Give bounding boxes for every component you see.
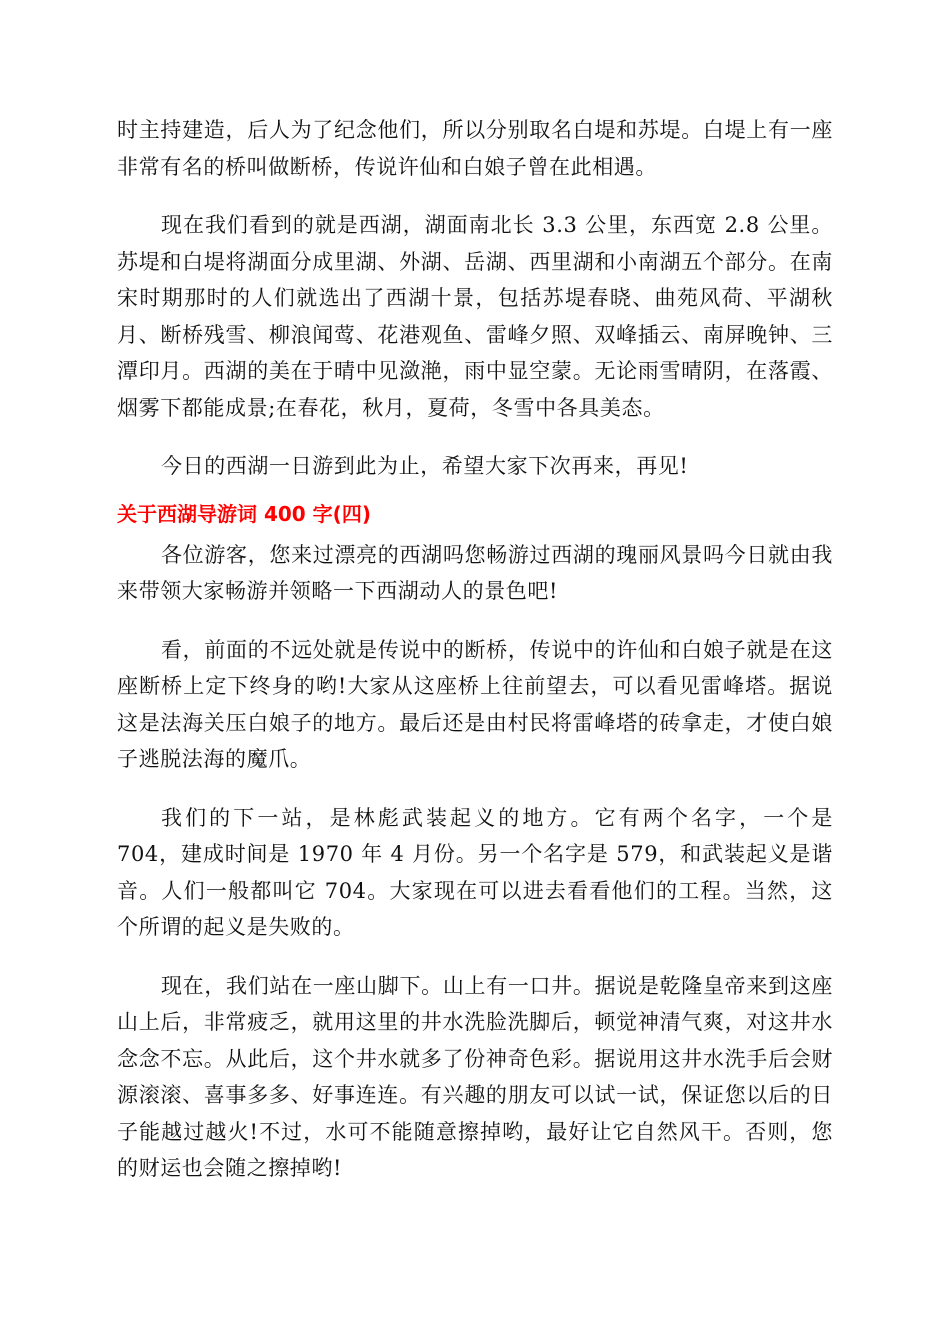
paragraph-welcome: 各位游客，您来过漂亮的西湖吗您畅游过西湖的瑰丽风景吗今日就由我来带领大家畅游并领略一下西湖动人的景色吧! (117, 542, 833, 603)
paragraph-farewell: 今日的西湖一日游到此为止，希望大家下次再来，再见! (161, 454, 689, 478)
document-body (117, 112, 833, 1187)
paragraph-west-lake-overview: 现在我们看到的就是西湖，湖面南北长 3.3 公里，东西宽 2.8 公里。苏堤和白堤将湖面分成里湖、外湖、岳湖、西里湖和小南湖五个部分。在南宋时期那时的人们就选出了西湖十景，包括苏堤春晓、曲苑风荷、平湖秋月、断桥残雪、柳浪闻莺、花港观鱼、雷峰夕照、双峰插云、南屏晚钟、三潭印月。西湖的美在于晴中见潋滟，雨中显空蒙。无论雨雪晴阴，在落霞、烟雾下都能成景;在春花，秋月，夏荷，冬雪中各具美态。 (117, 213, 833, 420)
paragraph-broken-bridge: 看，前面的不远处就是传说中的断桥，传说中的许仙和白娘子就是在这座断桥上定下终身的哟!大家从这座桥上往前望去，可以看见雷峰塔。据说这是法海关压白娘子的地方。最后还是由村民将雷峰塔的砖拿走，才使白娘子逃脱法海的魔爪。 (117, 637, 833, 771)
paragraph-mountain-well: 现在，我们站在一座山脚下。山上有一口井。据说是乾隆皇帝来到这座山上后，非常疲乏，就用这里的井水洗脸洗脚后，顿觉神清气爽，对这井水念念不忘。从此后，这个井水就多了份神奇色彩。据说用这井水洗手后会财源滚滚、喜事多多、好事连连。有兴趣的朋友可以试一试，保证您以后的日子能越过越火!不过，水可不能随意擦掉哟，最好让它自然风干。否则，您的财运也会随之擦掉哟! (117, 973, 833, 1180)
paragraph-continued: 时主持建造，后人为了纪念他们，所以分别取名白堤和苏堤。白堤上有一座非常有名的桥叫做断桥，传说许仙和白娘子曾在此相遇。 (117, 118, 833, 179)
section-heading: 关于西湖导游词 400 字(四) (117, 501, 371, 526)
paragraph-next-stop: 我们的下一站，是林彪武装起义的地方。它有两个名字，一个是 704，建成时间是 1970 年 4 月份。另一个名字是 579，和武装起义是谐音。人们一般都叫它 704。大家现在可以进去看看他们的工程。当然，这个所谓的起义是失败的。 (117, 805, 833, 939)
